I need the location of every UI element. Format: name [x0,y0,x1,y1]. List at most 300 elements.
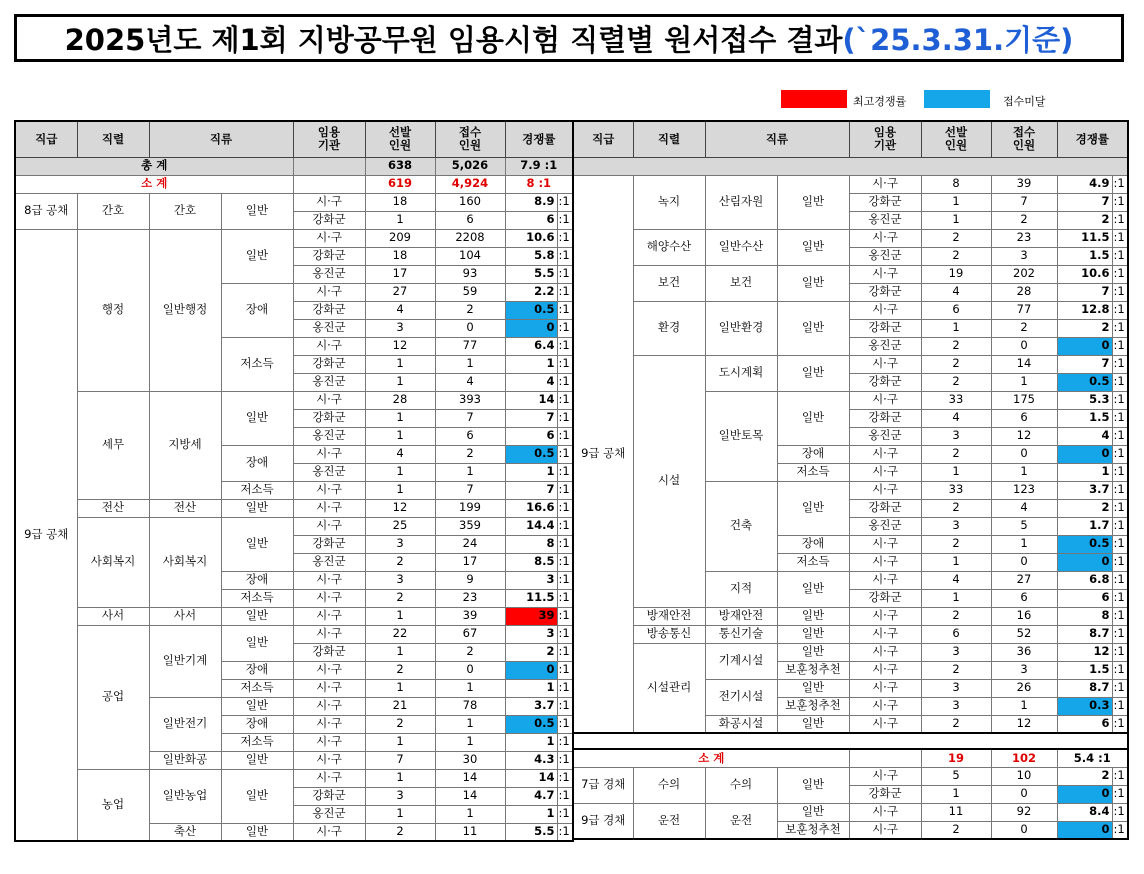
select-cell: 1 [921,463,991,481]
ratio-cell: 14.4 [505,517,557,535]
table-row [15,517,573,535]
apply-cell: 1 [991,697,1057,715]
ratio-cell: 8.9 [505,193,557,211]
ratio-unit: :1 [1112,355,1128,373]
select-cell: 2 [365,553,435,571]
apply-cell: 104 [435,247,505,265]
agency-cell: 옹진군 [293,373,365,391]
select-cell: 1 [921,319,991,337]
agency-cell: 시·구 [293,679,365,697]
apply-cell: 67 [435,625,505,643]
apply-cell: 123 [991,481,1057,499]
select-cell: 18 [365,247,435,265]
apply-cell: 2 [435,301,505,319]
total-ratio: 7.9 :1 [505,157,573,175]
ratio-unit: :1 [557,697,573,715]
agency-cell: 강화군 [849,785,921,803]
select-cell: 33 [921,391,991,409]
ratio-cell: 5.5 [505,265,557,283]
ratio-unit: :1 [1112,391,1128,409]
agency-cell: 옹진군 [293,265,365,283]
select-cell: 3 [365,787,435,805]
legend-under-swatch [924,90,990,108]
agency-cell: 시·구 [293,391,365,409]
agency-cell: 시·구 [849,463,921,481]
select-cell: 5 [921,767,991,785]
select-cell: 1 [921,193,991,211]
apply-cell: 2208 [435,229,505,247]
select-cell: 12 [365,337,435,355]
ratio-cell: 2.2 [505,283,557,301]
gray-band [573,157,1128,175]
apply-cell: 6 [991,409,1057,427]
ratio-cell: 6 [505,211,557,229]
series-cell: 시설관리 [633,643,705,733]
apply-cell: 17 [435,553,505,571]
type-cell: 일반 [777,391,849,445]
right-results-table [572,120,1129,840]
title-date: (`25.3.31.기준) [842,22,1074,57]
ratio-cell: 3.7 [505,697,557,715]
ratio-unit: :1 [1112,229,1128,247]
type-cell: 일반 [777,679,849,697]
ratio-cell: 1 [1057,463,1112,481]
apply-cell: 0 [991,785,1057,803]
ratio-unit: :1 [1112,499,1128,517]
select-cell: 2 [921,715,991,733]
class-cell: 일반수산 [705,229,777,265]
ratio-unit: :1 [557,733,573,751]
subtotal-apply: 102 [991,749,1057,767]
ratio-cell: 1 [505,355,557,373]
agency-cell: 시·구 [293,445,365,463]
type-cell: 일반 [221,499,293,517]
ratio-unit: :1 [557,715,573,733]
ratio-unit: :1 [1112,643,1128,661]
ratio-cell: 1 [505,805,557,823]
apply-cell: 11 [435,823,505,841]
agency-cell: 시·구 [293,589,365,607]
ratio-cell: 14 [505,391,557,409]
class-cell: 일반농업 [149,769,221,823]
type-cell: 장애 [777,535,849,553]
ratio-cell: 8 [1057,607,1112,625]
apply-cell: 0 [991,337,1057,355]
ratio-unit: :1 [1112,211,1128,229]
ratio-cell: 7 [1057,193,1112,211]
apply-cell: 78 [435,697,505,715]
apply-cell: 0 [435,661,505,679]
header-ratio: 경쟁률 [505,121,573,157]
apply-cell: 93 [435,265,505,283]
ratio-unit: :1 [1112,373,1128,391]
select-cell: 25 [365,517,435,535]
type-cell: 장애 [221,571,293,589]
apply-cell: 36 [991,643,1057,661]
ratio-unit: :1 [1112,715,1128,733]
select-cell: 1 [921,785,991,803]
ratio-unit: :1 [557,499,573,517]
gray-band-row [573,157,1128,175]
ratio-cell: 16.6 [505,499,557,517]
agency-cell: 강화군 [293,643,365,661]
select-cell: 22 [365,625,435,643]
subtotal-ratio: 8 :1 [505,175,573,193]
ratio-cell: 1.5 [1057,409,1112,427]
ratio-cell: 4.3 [505,751,557,769]
apply-cell: 30 [435,751,505,769]
agency-cell: 시·구 [849,679,921,697]
type-cell: 일반 [221,193,293,229]
type-cell: 일반 [777,301,849,355]
subtotal-ratio: 5.4 :1 [1057,749,1128,767]
ratio-unit: :1 [1112,301,1128,319]
agency-cell: 시·구 [849,607,921,625]
ratio-cell-under: 0.5 [505,715,557,733]
header-class: 직류 [149,121,293,157]
agency-cell: 강화군 [849,589,921,607]
series-cell: 전산 [77,499,149,517]
table-row [573,625,1128,643]
agency-cell: 시·구 [293,607,365,625]
subtotal-row [573,749,1128,767]
series-cell: 행정 [77,229,149,391]
total-row [15,157,573,175]
select-cell: 2 [921,337,991,355]
select-cell: 1 [365,427,435,445]
class-cell: 지방세 [149,391,221,499]
type-cell: 저소득 [221,679,293,697]
agency-cell: 시·구 [849,175,921,193]
agency-cell: 시·구 [849,767,921,785]
agency-cell: 시·구 [293,769,365,787]
subtotal-label: 소 계 [15,175,293,193]
ratio-unit: :1 [1112,785,1128,803]
select-cell: 1 [365,481,435,499]
ratio-unit: :1 [557,823,573,841]
ratio-cell: 5.5 [505,823,557,841]
select-cell: 27 [365,283,435,301]
apply-cell: 1 [991,535,1057,553]
ratio-cell: 4 [505,373,557,391]
type-cell: 저소득 [777,463,849,481]
class-cell: 간호 [149,193,221,229]
ratio-unit: :1 [557,445,573,463]
header-row [15,121,573,157]
ratio-cell: 8.5 [505,553,557,571]
agency-cell: 강화군 [849,409,921,427]
ratio-unit: :1 [557,607,573,625]
select-cell: 7 [365,751,435,769]
class-cell: 축산 [149,823,221,841]
class-cell: 건축 [705,481,777,571]
left-results-table [14,120,574,842]
ratio-unit: :1 [557,247,573,265]
select-cell: 1 [365,733,435,751]
select-cell: 4 [921,409,991,427]
ratio-unit: :1 [557,283,573,301]
agency-cell: 시·구 [849,229,921,247]
ratio-cell-under: 0.3 [1057,697,1112,715]
apply-cell: 0 [435,319,505,337]
agency-cell: 시·구 [293,193,365,211]
agency-cell: 시·구 [293,751,365,769]
apply-cell: 14 [991,355,1057,373]
apply-cell: 24 [435,535,505,553]
select-cell: 1 [921,589,991,607]
type-cell: 일반 [777,481,849,535]
table-row [573,265,1128,283]
apply-cell: 7 [991,193,1057,211]
subtotal-row [15,175,573,193]
type-cell: 일반 [777,803,849,821]
table-row [15,229,573,247]
type-cell: 보훈청추천 [777,697,849,715]
agency-cell: 옹진군 [849,337,921,355]
ratio-unit: :1 [1112,409,1128,427]
ratio-unit: :1 [557,787,573,805]
agency-cell: 옹진군 [293,319,365,337]
ratio-unit: :1 [557,589,573,607]
agency-cell: 시·구 [293,823,365,841]
ratio-unit: :1 [1112,821,1128,839]
select-cell: 3 [365,535,435,553]
type-cell: 장애 [777,445,849,463]
apply-cell: 26 [991,679,1057,697]
spacer-row [573,733,1128,749]
grade-cell: 9급 공채 [15,229,77,841]
class-cell: 전기시설 [705,679,777,715]
agency-cell: 시·구 [849,643,921,661]
ratio-unit: :1 [557,337,573,355]
ratio-cell: 12 [1057,643,1112,661]
header-apply: 접수 인원 [991,121,1057,157]
subtotal-apply: 4,924 [435,175,505,193]
class-cell: 방재안전 [705,607,777,625]
apply-cell: 7 [435,409,505,427]
ratio-unit: :1 [557,463,573,481]
ratio-cell-under: 0 [1057,445,1112,463]
ratio-cell: 6 [505,427,557,445]
ratio-unit: :1 [1112,607,1128,625]
select-cell: 1 [365,355,435,373]
ratio-unit: :1 [1112,517,1128,535]
legend-highest-swatch [781,90,847,108]
select-cell: 2 [921,229,991,247]
ratio-unit: :1 [557,679,573,697]
legend [0,90,1144,110]
ratio-cell: 7 [505,409,557,427]
type-cell: 일반 [221,751,293,769]
type-cell: 일반 [777,643,849,661]
apply-cell: 3 [991,247,1057,265]
apply-cell: 92 [991,803,1057,821]
apply-cell: 4 [991,499,1057,517]
ratio-cell: 2 [1057,499,1112,517]
apply-cell: 393 [435,391,505,409]
table-row [573,175,1128,193]
agency-cell: 시·구 [293,697,365,715]
apply-cell: 1 [435,355,505,373]
agency-cell: 시·구 [849,265,921,283]
select-cell: 19 [921,265,991,283]
header-ratio: 경쟁률 [1057,121,1128,157]
agency-cell: 강화군 [293,211,365,229]
type-cell: 저소득 [221,589,293,607]
apply-cell: 5 [991,517,1057,535]
type-cell: 보훈청추천 [777,821,849,839]
apply-cell: 9 [435,571,505,589]
ratio-unit: :1 [557,427,573,445]
apply-cell: 12 [991,427,1057,445]
ratio-unit: :1 [1112,661,1128,679]
select-cell: 8 [921,175,991,193]
type-cell: 장애 [221,715,293,733]
ratio-cell: 4 [1057,427,1112,445]
series-cell: 녹지 [633,175,705,229]
select-cell: 17 [365,265,435,283]
class-cell: 운전 [705,803,777,839]
table-row [573,643,1128,661]
select-cell: 1 [365,211,435,229]
agency-cell: 시·구 [849,391,921,409]
apply-cell: 77 [435,337,505,355]
total-label: 총 계 [15,157,293,175]
select-cell: 18 [365,193,435,211]
header-agency: 임용 기관 [293,121,365,157]
header-series: 직렬 [633,121,705,157]
table-row [573,355,1128,373]
ratio-cell: 3 [505,625,557,643]
class-cell: 수의 [705,767,777,803]
ratio-cell: 10.6 [1057,265,1112,283]
series-cell: 공업 [77,625,149,769]
select-cell: 209 [365,229,435,247]
agency-cell: 강화군 [293,247,365,265]
type-cell: 저소득 [221,337,293,391]
total-select: 638 [365,157,435,175]
apply-cell: 23 [991,229,1057,247]
ratio-cell: 2 [505,643,557,661]
apply-cell: 52 [991,625,1057,643]
select-cell: 2 [921,445,991,463]
ratio-cell-under: 0 [1057,821,1112,839]
series-cell: 사서 [77,607,149,625]
series-cell: 해양수산 [633,229,705,265]
ratio-unit: :1 [557,265,573,283]
subtotal-select: 619 [365,175,435,193]
apply-cell: 160 [435,193,505,211]
spacer-cell [573,733,1128,749]
select-cell: 3 [921,643,991,661]
apply-cell: 1 [435,733,505,751]
ratio-cell: 1.5 [1057,661,1112,679]
ratio-unit: :1 [557,193,573,211]
agency-cell: 강화군 [293,409,365,427]
agency-cell: 시·구 [293,337,365,355]
select-cell: 1 [921,211,991,229]
apply-cell: 1 [435,679,505,697]
type-cell: 일반 [777,229,849,265]
agency-cell: 강화군 [293,355,365,373]
agency-cell: 옹진군 [293,463,365,481]
apply-cell: 2 [991,211,1057,229]
class-cell: 일반화공 [149,751,221,769]
ratio-cell: 1 [505,679,557,697]
apply-cell: 14 [435,787,505,805]
agency-cell: 시·구 [849,481,921,499]
select-cell: 3 [921,697,991,715]
apply-cell: 77 [991,301,1057,319]
select-cell: 2 [921,373,991,391]
header-row [573,121,1128,157]
select-cell: 1 [365,805,435,823]
type-cell: 일반 [221,607,293,625]
apply-cell: 6 [991,589,1057,607]
type-cell: 보훈청추천 [777,661,849,679]
ratio-unit: :1 [1112,283,1128,301]
ratio-cell-under: 0.5 [1057,373,1112,391]
apply-cell: 0 [991,445,1057,463]
select-cell: 2 [365,589,435,607]
ratio-cell: 12.8 [1057,301,1112,319]
header-class: 직류 [705,121,849,157]
table-row [573,803,1128,821]
select-cell: 2 [921,607,991,625]
class-cell: 도시계획 [705,355,777,391]
select-cell: 1 [365,409,435,427]
type-cell: 저소득 [221,733,293,751]
agency-cell: 시·구 [849,697,921,715]
select-cell: 2 [921,661,991,679]
table-row [573,767,1128,785]
type-cell: 일반 [777,355,849,391]
type-cell: 저소득 [777,553,849,571]
type-cell: 저소득 [221,481,293,499]
class-cell: 보건 [705,265,777,301]
ratio-unit: :1 [557,643,573,661]
header-select: 선발 인원 [921,121,991,157]
apply-cell: 0 [991,821,1057,839]
type-cell: 장애 [221,283,293,337]
apply-cell: 3 [991,661,1057,679]
type-cell: 일반 [777,571,849,607]
ratio-unit: :1 [1112,481,1128,499]
ratio-cell: 6.4 [505,337,557,355]
ratio-cell: 3 [505,571,557,589]
agency-cell: 시·구 [293,229,365,247]
agency-cell: 시·구 [293,283,365,301]
table-row [15,391,573,409]
agency-cell: 시·구 [849,715,921,733]
ratio-unit: :1 [1112,571,1128,589]
ratio-unit: :1 [557,301,573,319]
class-cell: 일반환경 [705,301,777,355]
class-cell: 통신기술 [705,625,777,643]
class-cell: 전산 [149,499,221,517]
select-cell: 2 [921,821,991,839]
class-cell: 사회복지 [149,517,221,607]
apply-cell: 59 [435,283,505,301]
type-cell: 일반 [777,625,849,643]
ratio-cell-highest: 39 [505,607,557,625]
subtotal-select: 19 [921,749,991,767]
agency-cell: 시·구 [849,661,921,679]
page-title [14,14,1124,62]
agency-cell: 시·구 [293,733,365,751]
apply-cell: 2 [991,319,1057,337]
type-cell: 일반 [777,175,849,229]
